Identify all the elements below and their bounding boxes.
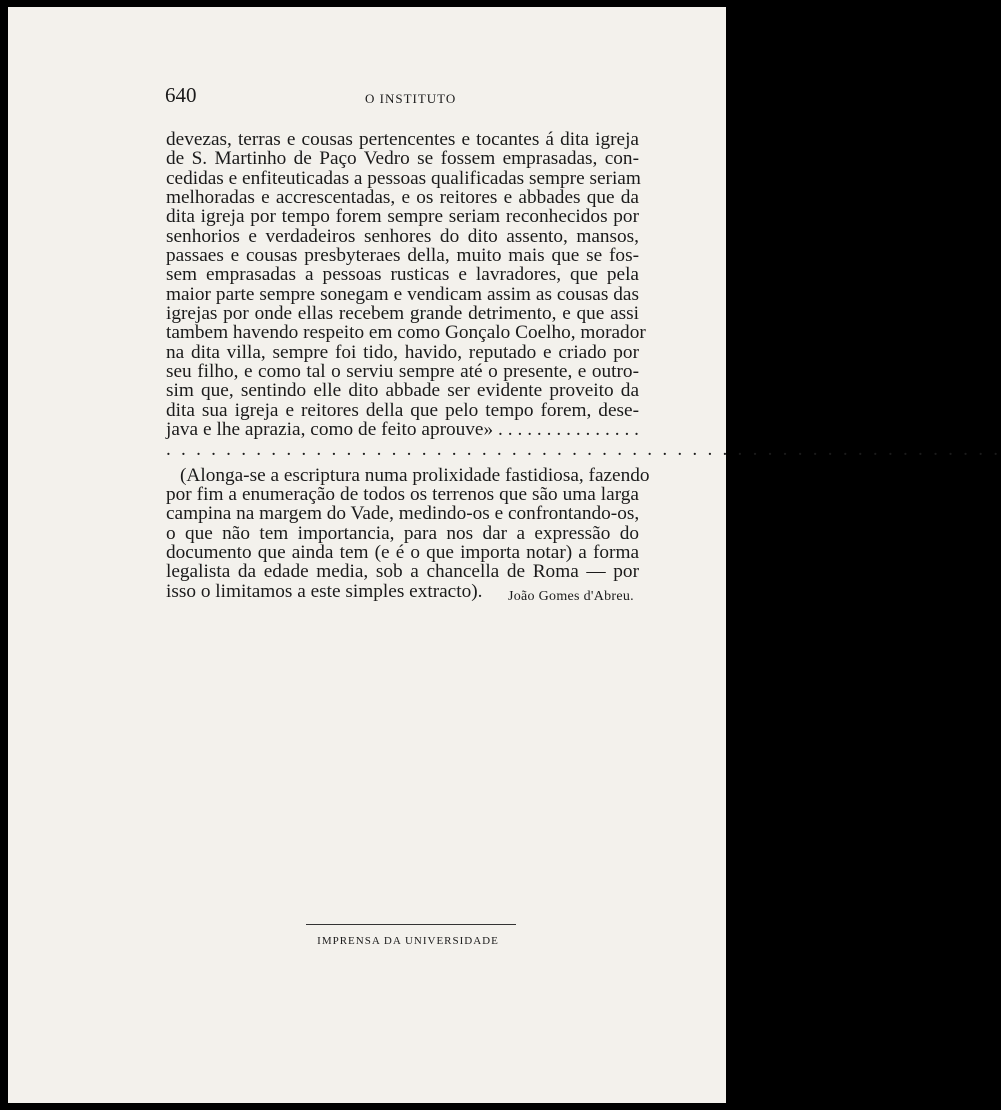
text-line: devezas, terras e cousas pertencentes e tocantes á dita igreja [166,129,639,150]
document-page [8,7,1001,1103]
note-line: o que não tem importancia, para nos dar a expressão do [166,522,639,544]
text-line: na dita villa, sempre foi tido, havido, reputado e criado por [166,341,639,363]
text-line: cedidas e enfiteuticadas a pessoas qualificadas sempre seriam [166,167,641,189]
footer-rule [306,924,516,925]
text-line: melhoradas e accrescentadas, e os reitores e abbades que da [166,187,639,209]
text-line: seu filho, e como tal o serviu sempre até o presente, e outro- [166,361,639,383]
note-line: por fim a enumeração de todos os terrenos que são uma larga [166,483,639,505]
text-line: senhorios e verdadeiros senhores do dito assento, mansos, [166,225,639,247]
text-line: dita sua igreja e reitores della que pelo tempo forem, dese- [166,399,639,421]
page-number: 640 [165,83,197,107]
author-signature: João Gomes d'Abreu. [507,589,634,604]
text-line: sem emprasadas a pessoas rusticas e lavradores, que pela [166,264,639,286]
note-line: (Alonga-se a escriptura numa prolixidade fastidiosa, fazendo [180,464,650,486]
text-line: java e lhe aprazia, como de feito aprouve» . . . . . . . . . . . . . . . [166,419,639,441]
text-line: passaes e cousas presbyteraes della, muito mais que se fos- [166,245,639,267]
text-line: de S. Martinho de Paço Vedro se fossem emprasadas, con- [166,148,639,170]
text-line: maior parte sempre sonegam e vendicam assim as cousas das [166,283,639,305]
note-line: campina na margem do Vade, medindo-os e confrontando-os, [166,503,640,525]
page-header [165,83,638,113]
body-text [166,129,1001,602]
text-line: dita igreja por tempo forem sempre seriam reconhecidos por [166,206,639,228]
running-title: O INSTITUTO [365,91,457,106]
text-line: tambem havendo respeito em como Gonçalo Coelho, morador [166,322,646,344]
note-line: legalista da edade media, sob a chancella de Roma — por [166,561,639,583]
note-line: isso o limitamos a este simples extracto). [166,580,483,602]
text-line: igrejas por onde ellas recebem grande detrimento, e que assi [166,303,639,325]
note-line: documento que ainda tem (e é o que importa notar) a forma [166,541,639,563]
printer-imprint: IMPRENSA DA UNIVERSIDADE [317,935,499,947]
ellipsis-dot-leader: . . . . . . . . . . . . . . . . . . . . . . . . . . . . . . . . . . . . . . . . . . . . . . . . . . . . . . . . [166,438,1001,460]
text-line: sim que, sentindo elle dito abbade ser evidente proveito da [166,380,639,402]
